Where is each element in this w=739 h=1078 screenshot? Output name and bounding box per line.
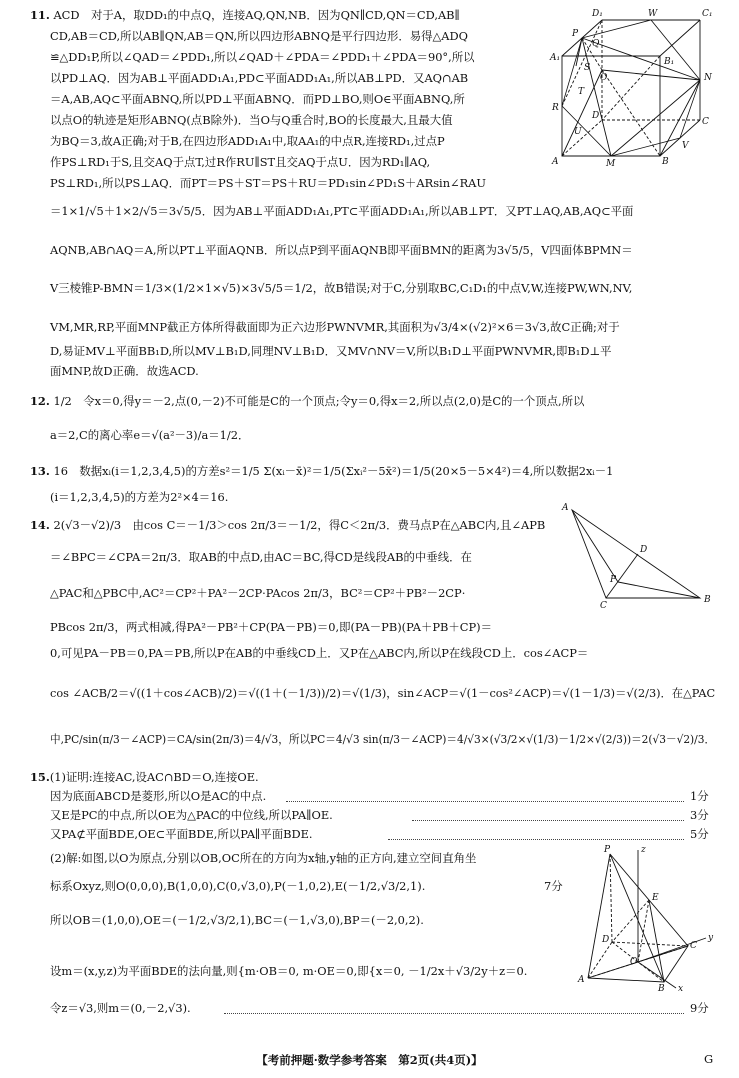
label-u: U [574,127,582,137]
label-p: P [610,575,617,585]
score-label: 5分 [690,827,709,841]
problem-answer: 16 [53,464,68,478]
label-p: P [604,845,611,855]
problem-number: 15. [30,770,50,784]
text-line: 所以OB＝(1,0,0),OE＝(－1/2,√3/2,1),BC＝(－1,√3,0),BP＝(－2,0,2). [50,913,424,927]
triangle-abc [572,510,700,598]
text-line: a＝2,C的离心率e＝√(a²－3)/a＝1/2． [50,428,250,442]
label-y: y [708,933,714,943]
label-o: O [600,73,608,83]
version-code: G [704,1052,714,1066]
dotted-leader [286,801,684,802]
text-line: CD,AB＝CD,所以AB∥QN,AB＝QN,所以四边形ABNQ是平行四边形．易得△ADQ [50,29,468,43]
problem-number: 14. [30,518,50,532]
problem-12-head [30,394,584,408]
label-b: B [658,984,665,994]
label-w: W [648,9,658,19]
text-line: 令x＝0,得y＝－2,点(0,－2)不可能是C的一个顶点;令y＝0,得x＝2,所以点(2,0)是C的一个顶点,所以 [83,394,585,408]
page-footer: 【考前押题·数学参考答案 第2页(共4页)】 [256,1053,483,1067]
text-line: 令z＝√3,则m＝(0,－2,√3). [50,1001,191,1015]
text-line: 设m＝(x,y,z)为平面BDE的法向量,则{m·OB＝0, m·OE＝0,即{x＝0, －1/2x＋√3/2y＋z＝0. [50,964,528,978]
label-m: M [606,159,616,169]
edge-pd [610,854,612,942]
text-line: 0,可见PA－PB＝0,PA＝PB,所以P在AB的中垂线CD上．又P在△ABC内,所以P在线段CD上．cos∠ACP＝ [50,646,589,660]
label-x: x [678,984,684,994]
label-z: z [641,845,646,855]
text-line: (2)解:如图,以O为原点,分别以OB,OC所在的方向为x轴,y轴的正方向,建立空间直角坐 [50,851,477,865]
label-d: D [640,545,648,555]
label-c: C [690,941,697,951]
label-c1: C₁ [702,9,713,19]
text-line: △PAC和△PBC中,AC²＝CP²＋PA²－2CP·PAcos 2π/3，BC²＝CP²＋PB²－2CP· [50,586,466,600]
problem-11-head [30,8,460,22]
segment-ed [612,900,649,942]
text-line: D,易证MV⊥平面BB₁D,所以MV⊥B₁D,同理NV⊥B₁D．又MV∩NV＝V,所以B₁D⊥平面PWNVMR,即B₁D⊥平 [50,344,612,358]
segment-oe [638,900,649,962]
label-n: N [704,73,712,83]
label-d1: D₁ [592,9,603,19]
score-label: 7分 [544,879,563,893]
text-line: 对于A，取DD₁的中点Q，连接AQ,QN,NB．因为QN∥CD,QN＝CD,AB∥ [90,8,460,22]
text-line: (i＝1,2,3,4,5)的方差为2²×4＝16. [50,490,229,504]
cube-svg [548,6,718,176]
text-line: 因为底面ABCD是菱形,所以O是AC的中点. [50,789,267,803]
text-line: AQNB,AB∩AQ＝A,所以PT⊥平面AQNB．所以点P到平面AQNB即平面BMN的距离为3√5/5，V四面体BPMN＝ [50,243,633,257]
label-a: A [562,503,569,513]
pyramid-figure [576,842,716,992]
text-line: 数据xᵢ(i＝1,2,3,4,5)的方差s²＝1/5 Σ(xᵢ－x̄)²＝1/5(Σxᵢ²－5x̄²)＝1/5(20×5－5×4²)＝4,所以数据2xᵢ－1 [79,464,614,478]
text-line: 以点O的轨迹是矩形ABNQ(点B除外)．当O与Q重合时,BO的长度最大,且最大值 [50,113,453,127]
edge-dc [612,942,688,946]
problem-13-head [30,464,613,478]
text-line: 以PD⊥AQ．因为AB⊥平面ADD₁A₁,PD⊂平面ADD₁A₁,所以AB⊥PD．又AQ∩AB [50,71,469,85]
triangle-figure [560,502,720,612]
problem-number: 11. [30,8,50,22]
dotted-leader [412,820,684,821]
label-a1: A₁ [550,53,561,63]
label-o: O [630,957,638,967]
text-line: 中,PC/sin(π/3－∠ACP)＝CA/sin(2π/3)＝4/√3，所以PC＝4/√3 sin(π/3－∠ACP)＝4/√3×(√3/2×√(1/3)－1/2×√(2/3))＝2(√3－√2)/3． [50,732,716,746]
label-c: C [600,601,607,611]
label-b: B [662,157,669,167]
label-p: P [572,29,579,39]
segment-qb [602,70,660,156]
label-s: S [584,63,591,73]
problem-15-head [30,770,259,784]
text-line: VM,MR,RP,平面MNP截正方体所得截面即为正六边形PWNVMR,其面积为√3/4×(√2)²×6＝3√3,故C正确;对于 [50,320,620,334]
problem-answer: 2(√3－√2)/3 [53,518,122,532]
text-line: ≌△DD₁P,所以∠QAD＝∠PDD₁,所以∠QAD＋∠PDA＝∠PDD₁＋∠PDA＝90°,所以 [50,50,475,64]
problem-number: 12. [30,394,50,408]
label-d: D [602,935,610,945]
segment-bn [660,80,700,156]
label-a: A [552,157,559,167]
problem-number: 13. [30,464,50,478]
label-v: V [682,141,689,151]
segment-ap [572,510,618,582]
label-a: A [578,975,585,985]
cube-hidden-edge [562,120,602,156]
pyramid-svg [576,842,716,992]
label-d: D [592,111,600,121]
segment-b1d [602,56,660,120]
text-line: ＝A,AB,AQ⊂平面ABNQ,所以PD⊥平面ABNQ．而PD⊥BO,则O∈平面ABNQ,所 [50,92,465,106]
text-line: 又PA⊄平面BDE,OE⊂平面BDE,所以PA∥平面BDE. [50,827,313,841]
score-label: 9分 [690,1001,709,1015]
cube-figure [548,6,718,176]
problem-answer: 1/2 [53,394,72,408]
label-b1: B₁ [664,57,675,67]
edge-pa [588,854,610,978]
label-c: C [702,117,709,127]
label-t: T [578,87,585,97]
label-q: Q [592,39,600,49]
text-line: cos ∠ACB/2＝√((1＋cos∠ACB)/2)＝√((1＋(－1/3))/2)＝√(1/3)，sin∠ACP＝√(1－cos²∠ACP)＝√(1－1/3)＝√(2/3)．在△PAC [50,686,716,700]
text-line: ＝∠BPC＝∠CPA＝2π/3．取AB的中点D,由AC＝BC,得CD是线段AB的中垂线．在 [50,550,472,564]
text-line: (1)证明:连接AC,设AC∩BD＝O,连接OE. [49,770,259,784]
text-line: 作PS⊥RD₁于S,且交AQ于点T,过R作RU∥ST且交AQ于点U．因为RD₁∥AQ, [50,155,431,169]
text-line: 由cos C＝－1/3＞cos 2π/3＝－1/2，得C＜2π/3．费马点P在△ABC内,且∠APB [132,518,546,532]
score-label: 3分 [690,808,709,822]
label-e: E [652,893,659,903]
text-line: V三棱锥P-BMN＝1/3×(1/2×1×√5)×3√5/5＝1/2，故B错误;对于C,分别取BC,C₁D₁的中点V,W,连接PW,WN,NV, [50,281,633,295]
text-line: ＝1×1/√5＋1×2/√5＝3√5/5．因为AB⊥平面ADD₁A₁,PT⊂平面ADD₁A₁,所以AB⊥PT．又PT⊥AQ,AB,AQ⊂平面 [50,204,634,218]
segment-eb [649,900,664,982]
text-line: PBcos 2π/3，两式相减,得PA²－PB²＋CP(PA－PB)＝0,即(PA－PB)(PA＋PB＋CP)＝ [50,620,492,634]
text-line: 又E是PC的中点,所以OE为△PAC的中位线,所以PA∥OE. [50,808,333,822]
problem-14-head [30,518,545,532]
score-label: 1分 [690,789,709,803]
label-b: B [704,595,711,605]
triangle-svg [560,502,720,612]
dotted-leader [224,1013,684,1014]
problem-answer: ACD [53,8,80,22]
text-line: PS⊥RD₁,所以PS⊥AQ．而PT＝PS＋ST＝PS＋RU＝PD₁sin∠PD₁S＋ARsin∠RAU [50,176,486,190]
dotted-leader [388,839,684,840]
text-line: 标系Oxyz,则O(0,0,0),B(1,0,0),C(0,√3,0),P(－1,0,2),E(－1/2,√3/2,1). [50,879,426,893]
label-r: R [552,103,559,113]
text-line: 面MNP,故D正确．故选ACD. [50,364,199,378]
text-line: 为BQ＝3,故A正确;对于B,在四边形ADD₁A₁中,取AA₁的中点R,连接RD₁,过点P [50,134,445,148]
